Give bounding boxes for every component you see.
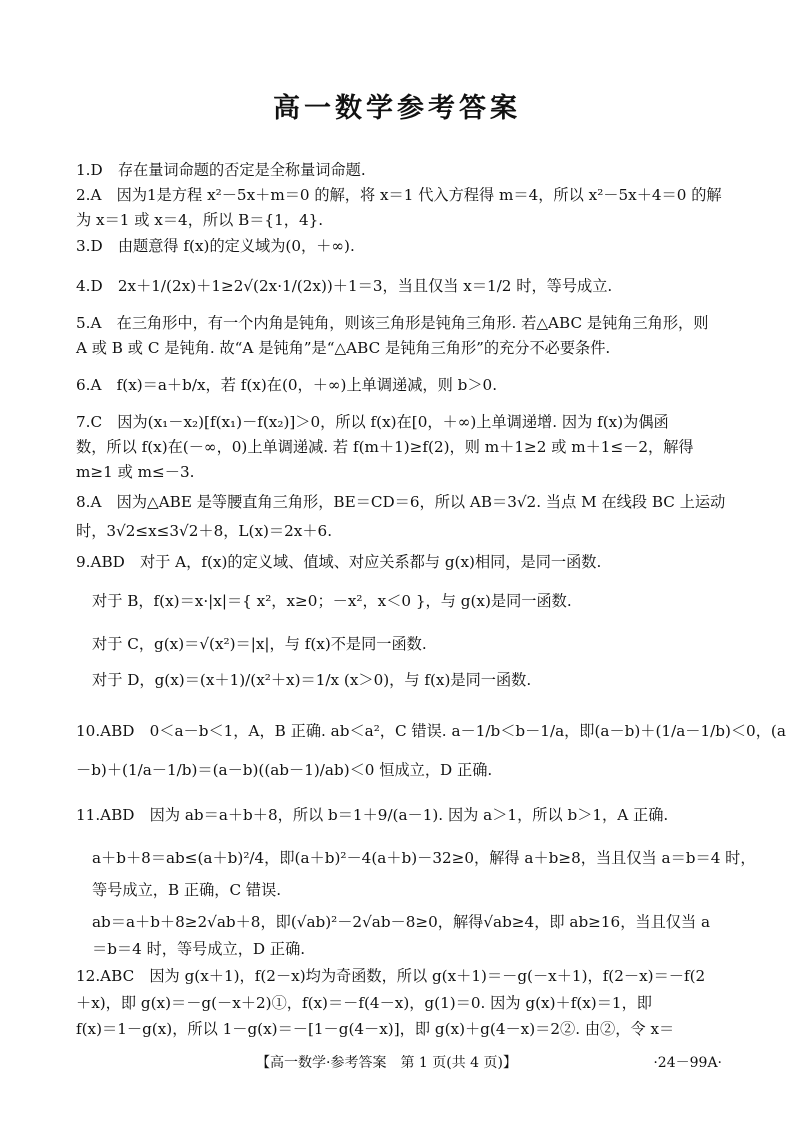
answer-12-line-3: f(x)＝1－g(x)，所以 1－g(x)＝－[1－g(4－x)]，即 g(x)＋g(4－x)＝2②. 由②，令 x＝ [76,1020,675,1038]
answer-3: 3.D 由题意得 f(x)的定义域为(0，＋∞). [76,237,355,255]
answer-12-line-1: 12.ABC 因为 g(x＋1)，f(2－x)均为奇函数，所以 g(x＋1)＝－g(－x＋1)，f(2－x)＝－f(2 [76,967,706,985]
answer-6: 6.A f(x)＝a＋b/x，若 f(x)在(0，＋∞)上单调递减，则 b＞0. [76,376,498,394]
answer-11-line-1: 11.ABD 因为 ab＝a＋b＋8，所以 b＝1＋9/(a－1). 因为 a＞1，所以 b＞1，A 正确. [76,806,669,824]
page-title: 高一数学参考答案 [273,93,521,124]
answer-4: 4.D 2x＋1/(2x)＋1≥2√(2x·1/(2x))＋1＝3，当且仅当 x＝1/2 时，等号成立. [76,277,613,295]
footer-code: ·24－99A· [653,1055,722,1071]
footer-page-info: 【高一数学·参考答案 第 1 页(共 4 页)】 [256,1055,517,1071]
answer-2-line-1: 2.A 因为1是方程 x²－5x＋m＝0 的解，将 x＝1 代入方程得 m＝4，所以 x²－5x＋4＝0 的解 [76,186,722,204]
answer-8-line-1: 8.A 因为△ABE 是等腰直角三角形，BE＝CD＝6，所以 AB＝3√2. 当点 M 在线段 BC 上运动 [76,493,726,511]
answer-7-line-1: 7.C 因为(x₁－x₂)[f(x₁)－f(x₂)]＞0，所以 f(x)在[0，＋∞)上单调递增. 因为 f(x)为偶函 [76,413,669,431]
answer-8-line-2: 时，3√2≤x≤3√2＋8，L(x)＝2x＋6. [76,522,333,540]
answer-7-line-3: m≥1 或 m≤－3. [76,463,195,481]
answer-11-line-5: ＝b＝4 时，等号成立，D 正确. [92,940,306,958]
answer-12-line-2: ＋x)，即 g(x)＝－g(－x＋2)①，f(x)＝－f(4－x)，g(1)＝0. 因为 g(x)＋f(x)＝1，即 [76,994,652,1012]
answer-9-option-b: 对于 B，f(x)＝x·|x|＝{ x²，x≥0；－x²，x＜0 }，与 g(x)是同一函数. [92,592,572,610]
answer-5-line-2: A 或 B 或 C 是钝角. 故“A 是钝角”是“△ABC 是钝角三角形”的充分不必要条件. [76,339,611,357]
answer-1: 1.D 存在量词命题的否定是全称量词命题. [76,161,366,179]
answer-9-option-c: 对于 C，g(x)＝√(x²)＝|x|，与 f(x)不是同一函数. [92,635,427,653]
answer-9-option-d: 对于 D，g(x)＝(x＋1)/(x²＋x)＝1/x (x＞0)，与 f(x)是同一函数. [92,671,532,689]
answer-7-line-2: 数，所以 f(x)在(－∞，0)上单调递减. 若 f(m＋1)≥f(2)，则 m＋1≥2 或 m＋1≤－2，解得 [76,438,694,456]
answer-11-line-4: ab＝a＋b＋8≥2√ab＋8，即(√ab)²－2√ab－8≥0，解得√ab≥4，即 ab≥16，当且仅当 a [92,913,711,931]
answer-5-line-1: 5.A 在三角形中，有一个内角是钝角，则该三角形是钝角三角形. 若△ABC 是钝角三角形，则 [76,314,709,332]
answer-2-line-2: 为 x＝1 或 x＝4，所以 B＝{1，4}. [76,211,324,229]
page-footer [76,1052,726,1072]
answer-10-line-2: －b)＋(1/a－1/b)＝(a－b)((ab－1)/ab)＜0 恒成立，D 正确. [76,761,493,779]
answer-9-line-1: 9.ABD 对于 A，f(x)的定义域、值域、对应关系都与 g(x)相同，是同一函数. [76,553,602,571]
answer-11-line-2: a＋b＋8＝ab≤(a＋b)²/4，即(a＋b)²－4(a＋b)－32≥0，解得 a＋b≥8，当且仅当 a＝b＝4 时， [92,849,756,867]
answer-11-line-3: 等号成立，B 正确，C 错误. [92,881,282,899]
answer-10-line-1: 10.ABD 0＜a－b＜1，A，B 正确. ab＜a²，C 错误. a－1/b＜b－1/a，即(a－b)＋(1/a－1/b)＜0，(a [76,722,786,740]
